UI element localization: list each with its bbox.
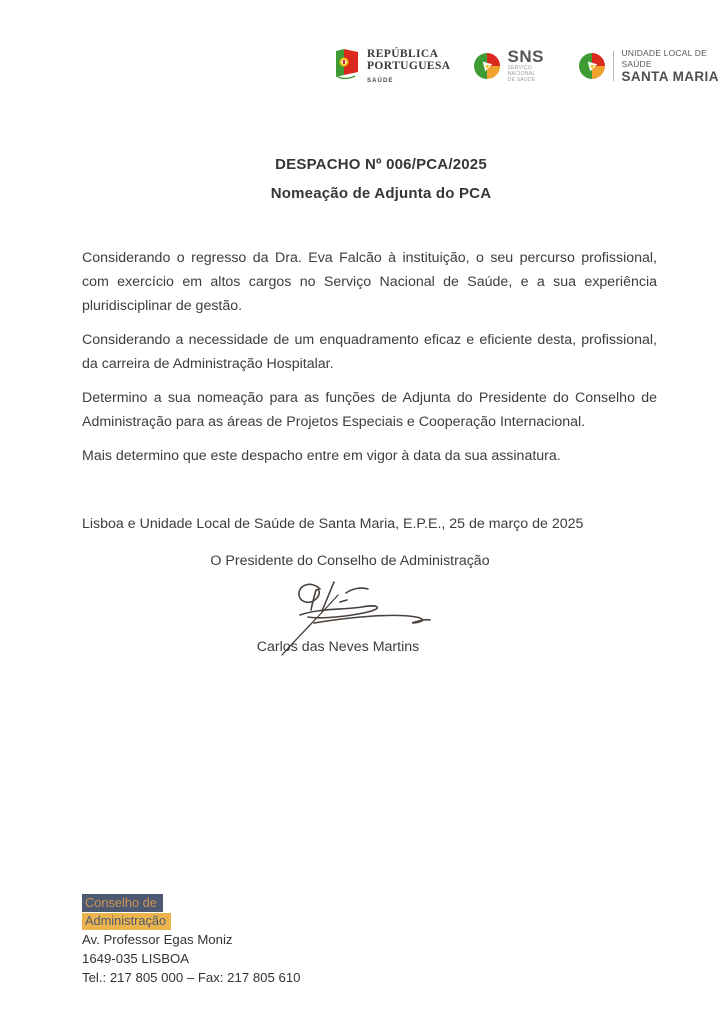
footer-dept-line2: Administração [82, 913, 171, 930]
footer-block [82, 894, 301, 987]
signature-role: O Presidente do Conselho de Administração [210, 553, 490, 569]
signature-block [0, 553, 700, 655]
sns-title: SNS [507, 47, 544, 66]
document-header [334, 48, 724, 84]
sns-logo [474, 49, 554, 83]
uls-santa-maria-logo [579, 48, 724, 84]
document-subtitle: Nomeação de Adjunta do PCA [270, 185, 492, 202]
footer-phone-fax: Tel.: 217 805 000 – Fax: 217 805 610 [82, 970, 301, 985]
sns-circle-icon [474, 51, 500, 81]
document-title: DESPACHO Nº 006/PCA/2025 [275, 156, 487, 173]
uls-circle-icon [579, 51, 605, 81]
body-paragraph: Mais determino que este despacho entre em vigor à data da sua assinatura. [82, 448, 561, 464]
gov-saude-label: SAÚDE [367, 78, 394, 84]
footer-address-street: Av. Professor Egas Moniz [82, 932, 233, 947]
portugal-flag-icon [334, 48, 360, 82]
footer-dept-line1: Conselho de [82, 894, 163, 912]
republica-portuguesa-text [367, 48, 450, 84]
uls-line2: SANTA MARIA [621, 69, 719, 84]
republica-portuguesa-logo [334, 48, 450, 84]
sns-text [508, 49, 555, 83]
title-block [38, 156, 724, 202]
gov-line2: PORTUGUESA [367, 60, 451, 72]
logo-divider [613, 51, 614, 81]
dateline: Lisboa e Unidade Local de Saúde de Santa Maria, E.P.E., 25 de março de 2025 [82, 516, 584, 532]
uls-text [621, 48, 724, 84]
gov-line1: REPÚBLICA [367, 48, 439, 60]
uls-line1: UNIDADE LOCAL DE SAÚDE [621, 48, 707, 69]
sns-subtitle-line1: SERVIÇO NACIONAL [507, 65, 536, 77]
signature-name: Carlos das Neves Martins [256, 639, 420, 655]
body-paragraph: Considerando a necessidade de um enquadramento eficaz e eficiente desta, profissional, da carreira de Administração Hospitalar. [82, 332, 657, 372]
footer-address-city: 1649-035 LISBOA [82, 951, 190, 966]
body-block [82, 246, 657, 546]
body-paragraph: Determino a sua nomeação para as funções de Adjunta do Presidente do Conselho de Administração para as áreas de Projetos Especiais e Cooperação Internacional. [82, 390, 657, 430]
body-paragraph: Considerando o regresso da Dra. Eva Falcão à instituição, o seu percurso profissional, com exercício em altos cargos no Serviço Nacional de Saúde, e a sua experiência pluridisciplinar de gestão. [82, 250, 657, 314]
sns-subtitle-line2: DE SAÚDE [507, 77, 536, 83]
